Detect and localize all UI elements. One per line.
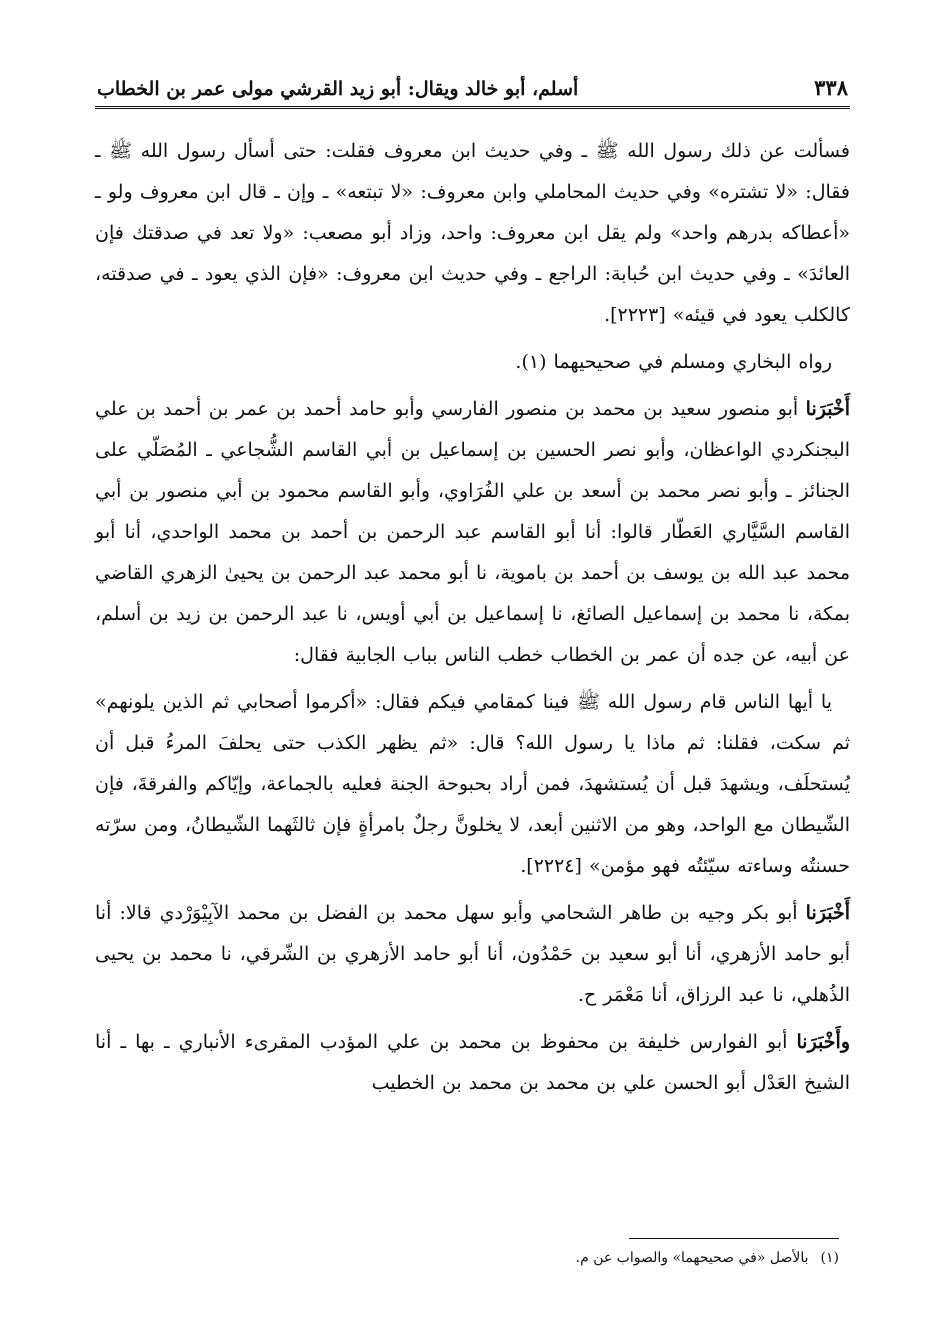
footnote-number: (١) — [820, 1250, 839, 1266]
footnote-text: بالأصل «في صحيحهما» والصواب عن م. — [575, 1250, 809, 1266]
running-header — [95, 70, 850, 109]
paragraph-lead: وأَخْبَرَنا — [796, 1031, 850, 1053]
body-text — [95, 131, 850, 1104]
paragraph-lead: أَخْبَرَنا — [805, 902, 850, 924]
running-title: أسلم، أبو خالد ويقال: أبو زيد القرشي مولى عمر بن الخطاب — [97, 78, 579, 100]
paragraph-isnad-1 — [95, 389, 850, 676]
paragraph-hadith-sadaqa — [95, 131, 850, 336]
page — [95, 70, 850, 1110]
paragraph-text: فسألت عن ذلك رسول الله ﷺ ـ وفي حديث ابن معروف فقلت: حتى أسأل رسول الله ﷺ ـ فقال: «لا تشتره» وفي حديث المحاملي وابن معروف: «لا تبتعه» ـ وإن ـ قال ابن معروف ولو ـ «أعطاكه بدرهم واحد» ولم يقل ابن معروف: واحد، وزاد أبو مصعب: «ولا تعد في صدقتك فإن العائدَ» ـ وفي حديث ابن حُبابة: الراجع ـ وفي حديث ابن معروف: «فإن الذي يعود ـ في صدقته، كالكلب يعود في قيئه» [٢٢٢٣]. — [95, 140, 850, 326]
footnote-divider — [629, 1238, 839, 1239]
paragraph-text: رواه البخاري ومسلم في صحيحيهما (١). — [515, 351, 832, 373]
paragraph-isnad-3 — [95, 1022, 850, 1104]
paragraph-khutba — [95, 682, 850, 887]
footnote — [576, 1250, 839, 1266]
paragraph-source — [95, 342, 850, 383]
paragraph-text: أبو الفوارس خليفة بن محفوظ بن محمد بن علي المؤدب المقرىء الأنباري ـ بها ـ أنا الشيخ العَدْل أبو الحسن علي بن محمد بن محمد بن الخطيب — [95, 1031, 850, 1094]
paragraph-text: أبو بكر وجيه بن طاهر الشحامي وأبو سهل محمد بن الفضل بن محمد الآبِيْوَرْدي قالا: أنا أبو حامد الأزهري، أنا أبو سعيد بن حَمْدُون، أنا أبو حامد الأزهري بن الشّرقي، نا محمد بن يحيى الذُهلي، نا عبد الرزاق، أنا مَعْمَر ح. — [95, 902, 850, 1006]
paragraph-lead: أَخْبَرَنا — [805, 398, 850, 420]
paragraph-text: أبو منصور سعيد بن محمد بن منصور الفارسي وأبو حامد أحمد بن عمر بن أحمد بن علي البجنكردي الواعظان، وأبو نصر الحسين بن إسماعيل بن أبي القاسم الشُّجاعي ـ المُصَلّي على الجنائز ـ وأبو نصر محمد بن أسعد بن علي الفُرَاوي، وأبو القاسم محمود بن أبي منصور بن أبي القاسم السَّيَّاري العَطّار قالوا: أنا أبو القاسم عبد الرحمن بن أحمد بن محمد الواحدي، أنا أبو محمد عبد الله بن يوسف بن أحمد بن باموية، نا أبو محمد عبد الرحمن بن يحيىٰ الزهري القاضي بمكة، نا محمد بن إسماعيل الصائغ، نا إسماعيل بن أبي أويس، نا عبد الرحمن بن زيد بن أسلم، عن أبيه، عن جده أن عمر بن الخطاب خطب الناس بباب الجابية فقال: — [95, 398, 850, 666]
paragraph-isnad-2 — [95, 893, 850, 1016]
paragraph-text: يا أيها الناس قام رسول الله ﷺ فينا كمقامي فيكم فقال: «أكرموا أصحابي ثم الذين يلونهم» ثم سكت، فقلنا: ثم ماذا يا رسول الله؟ قال: «ثم يظهر الكذب حتى يحلفَ المرءُ قبل أن يُستحلَف، ويشهدَ قبل أن يُستشهدَ، فمن أراد بحبوحة الجنة فعليه بالجماعة، وإيّاكم والفرقةَ، فإن الشّيطان مع الواحد، وهو من الاثنين أبعد، لا يخلونَّ رجلٌ بامرأةٍ فإن ثالثَهما الشّيطانُ، ومن سرّته حسنتُه وساءته سيّئتُه فهو مؤمن» [٢٢٢٤]. — [95, 691, 850, 877]
page-number: ٣٣٨ — [814, 75, 848, 100]
